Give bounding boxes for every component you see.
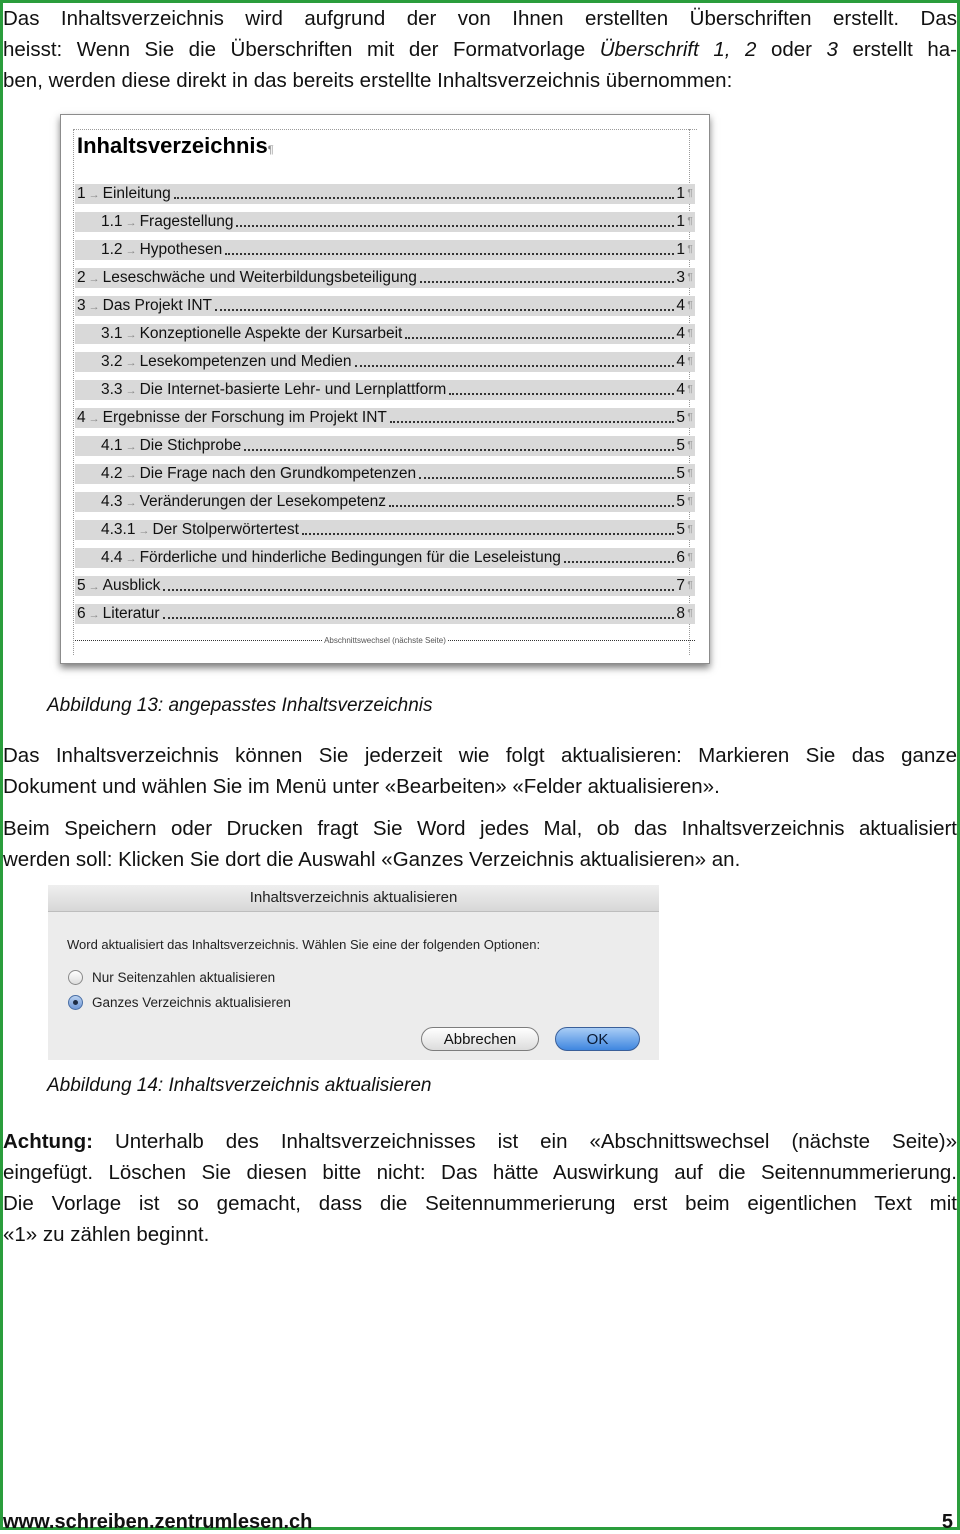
toc-leader-dots <box>215 309 674 311</box>
pilcrow-mark: ¶ <box>687 272 693 283</box>
toc-page-number: 1 <box>676 185 685 202</box>
toc-entry <box>75 212 695 232</box>
option-page-numbers-only[interactable] <box>68 970 275 985</box>
pilcrow-mark: ¶ <box>687 496 693 507</box>
toc-entry <box>75 408 695 428</box>
toc-entry <box>75 268 695 288</box>
toc-leader-dots <box>302 533 674 535</box>
toc-entry-label: 3.1 → Konzeptionelle Aspekte der Kursarbeit <box>101 324 403 342</box>
pilcrow-mark: ¶ <box>687 328 693 339</box>
margin-guide <box>73 129 697 130</box>
toc-entry-label: 3 → Das Projekt INT <box>77 296 213 314</box>
toc-entry-label: 6 → Literatur <box>77 604 160 622</box>
toc-entry-label: 4 → Ergebnisse der Forschung im Projekt INT <box>77 408 387 426</box>
toc-entry <box>75 184 695 204</box>
figure-13-caption: Abbildung 13: angepasstes Inhaltsverzeichnis <box>47 695 433 716</box>
toc-page-number: 1 <box>676 213 685 230</box>
footer-page-number: 5 <box>941 1511 953 1533</box>
toc-entry-label: 1 → Einleitung <box>77 184 171 202</box>
pilcrow-mark: ¶ <box>687 524 693 535</box>
toc-page-number: 7 <box>676 577 685 594</box>
toc-entry-label: 3.3 → Die Internet-basierte Lehr- und Lernplattform <box>101 380 447 398</box>
update-line-1: Das Inhaltsverzeichnis können Sie jederzeit wie folgt aktualisieren: Markieren Sie das ganze <box>3 744 957 767</box>
update-dialog-figure <box>48 885 659 1060</box>
update-paragraph <box>3 740 957 802</box>
toc-entry-label: 4.3 → Veränderungen der Lesekompetenz <box>101 492 387 510</box>
footer-url[interactable]: www.schreiben.zentrumlesen.ch <box>3 1511 313 1533</box>
toc-leader-dots <box>449 393 674 395</box>
pilcrow-mark: ¶ <box>687 216 693 227</box>
toc-leader-dots <box>163 589 674 591</box>
toc-leader-dots <box>390 421 674 423</box>
toc-entry-label: 5 → Ausblick <box>77 576 161 594</box>
cancel-button[interactable]: Abbrechen <box>421 1027 539 1051</box>
toc-entry <box>75 520 695 540</box>
toc-entry <box>75 296 695 316</box>
toc-entry <box>75 548 695 568</box>
pilcrow-mark: ¶ <box>687 412 693 423</box>
attention-line-1: Achtung: Unterhalb des Inhaltsverzeichnisses ist ein «Abschnittswechsel (nächste Seite)» <box>3 1130 957 1153</box>
option-label: Nur Seitenzahlen aktualisieren <box>92 970 276 985</box>
pilcrow-mark: ¶ <box>687 384 693 395</box>
toc-entry-label: 1.1 → Fragestellung <box>101 212 234 230</box>
toc-page-number: 4 <box>676 381 685 398</box>
toc-page-number: 4 <box>676 325 685 342</box>
toc-entry <box>75 604 695 624</box>
radio-button-selected-icon[interactable] <box>68 995 83 1010</box>
toc-leader-dots <box>236 225 674 227</box>
toc-entry <box>75 240 695 260</box>
toc-entry <box>75 436 695 456</box>
attention-line-4: «1» zu zählen beginnt. <box>3 1223 210 1246</box>
toc-page-number: 3 <box>676 269 685 286</box>
toc-entry-label: 4.3.1 → Der Stolperwörtertest <box>101 520 299 538</box>
attention-label: Achtung: <box>3 1130 93 1153</box>
attention-paragraph <box>3 1126 957 1250</box>
attention-line-2: eingefügt. Löschen Sie diesen bitte nicht: Das hätte Auswirkung auf die Seitennummerierung. <box>3 1161 957 1184</box>
radio-button-icon[interactable] <box>68 970 83 985</box>
pilcrow-mark: ¶ <box>687 580 693 591</box>
figure-14-caption: Abbildung 14: Inhaltsverzeichnis aktualisieren <box>47 1075 432 1096</box>
toc-leader-dots <box>244 449 674 451</box>
intro-line-2: heisst: Wenn Sie die Überschriften mit der Formatvorlage Überschrift 1, 2 oder 3 erstellt ha- <box>3 38 957 61</box>
toc-page-number: 8 <box>676 605 685 622</box>
toc-entry-label: 1.2 → Hypothesen <box>101 240 223 258</box>
toc-leader-dots <box>174 197 674 199</box>
toc-leader-dots <box>405 337 674 339</box>
update-line-2: Dokument und wählen Sie im Menü unter «Bearbeiten» «Felder aktualisieren». <box>3 775 720 798</box>
toc-page-number: 5 <box>676 465 685 482</box>
toc-entry <box>75 324 695 344</box>
pilcrow-mark: ¶ <box>687 440 693 451</box>
toc-heading: Inhaltsverzeichnis¶ <box>77 133 274 158</box>
toc-entry <box>75 464 695 484</box>
toc-entry <box>75 380 695 400</box>
section-break-label: Abschnittswechsel (nächste Seite) <box>324 636 446 645</box>
save-paragraph <box>3 813 957 875</box>
toc-entry-label: 2 → Leseschwäche und Weiterbildungsbeteiligung <box>77 268 417 286</box>
ok-button[interactable]: OK <box>555 1027 640 1051</box>
toc-page-number: 5 <box>676 409 685 426</box>
intro-line-1: Das Inhaltsverzeichnis wird aufgrund der von Ihnen erstellten Überschriften erstellt. Das <box>3 7 957 30</box>
margin-guide <box>73 129 74 655</box>
toc-leader-dots <box>389 505 674 507</box>
toc-page-number: 5 <box>676 437 685 454</box>
pilcrow-mark: ¶ <box>687 608 693 619</box>
toc-leader-dots <box>419 477 674 479</box>
toc-entry <box>75 352 695 372</box>
toc-page-number: 5 <box>676 493 685 510</box>
toc-entry <box>75 576 695 596</box>
section-break-marker <box>75 636 695 645</box>
toc-page-number: 4 <box>676 353 685 370</box>
dialog-title: Inhaltsverzeichnis aktualisieren <box>48 885 659 912</box>
toc-entry-label: 4.1 → Die Stichprobe <box>101 436 242 454</box>
toc-page-number: 4 <box>676 297 685 314</box>
pilcrow-mark: ¶ <box>687 468 693 479</box>
save-line-1: Beim Speichern oder Drucken fragt Sie Word jedes Mal, ob das Inhaltsverzeichnis aktualisiert <box>3 817 957 840</box>
toc-leader-dots <box>355 365 674 367</box>
toc-entry-label: 4.2 → Die Frage nach den Grundkompetenzen <box>101 464 417 482</box>
pilcrow-mark: ¶ <box>687 244 693 255</box>
save-line-2: werden soll: Klicken Sie dort die Auswahl «Ganzes Verzeichnis aktualisieren» an. <box>3 848 741 871</box>
toc-entry <box>75 492 695 512</box>
toc-leader-dots <box>225 253 674 255</box>
toc-page-number: 1 <box>676 241 685 258</box>
dialog-message: Word aktualisiert das Inhaltsverzeichnis. Wählen Sie eine der folgenden Optionen: <box>67 937 541 952</box>
pilcrow-mark: ¶ <box>687 356 693 367</box>
pilcrow-mark: ¶ <box>687 300 693 311</box>
toc-figure <box>60 114 710 664</box>
pilcrow-mark: ¶ <box>687 552 693 563</box>
toc-entry-label: 3.2 → Lesekompetenzen und Medien <box>101 352 352 370</box>
toc-leader-dots <box>163 617 675 619</box>
option-label: Ganzes Verzeichnis aktualisieren <box>92 995 291 1010</box>
toc-page-number: 6 <box>676 549 685 566</box>
intro-paragraph <box>3 3 957 96</box>
attention-line-3: Die Vorlage ist so gemacht, dass die Seitennummerierung erst beim eigentlichen Text mit <box>3 1192 957 1215</box>
intro-line-3: ben, werden diese direkt in das bereits erstellte Inhaltsverzeichnis übernommen: <box>3 69 733 92</box>
toc-page-number: 5 <box>676 521 685 538</box>
pilcrow-mark: ¶ <box>687 188 693 199</box>
toc-leader-dots <box>420 281 674 283</box>
toc-entry-label: 4.4 → Förderliche und hinderliche Bedingungen für die Leseleistung <box>101 548 561 566</box>
toc-leader-dots <box>564 561 674 563</box>
option-whole-toc[interactable] <box>68 995 291 1010</box>
